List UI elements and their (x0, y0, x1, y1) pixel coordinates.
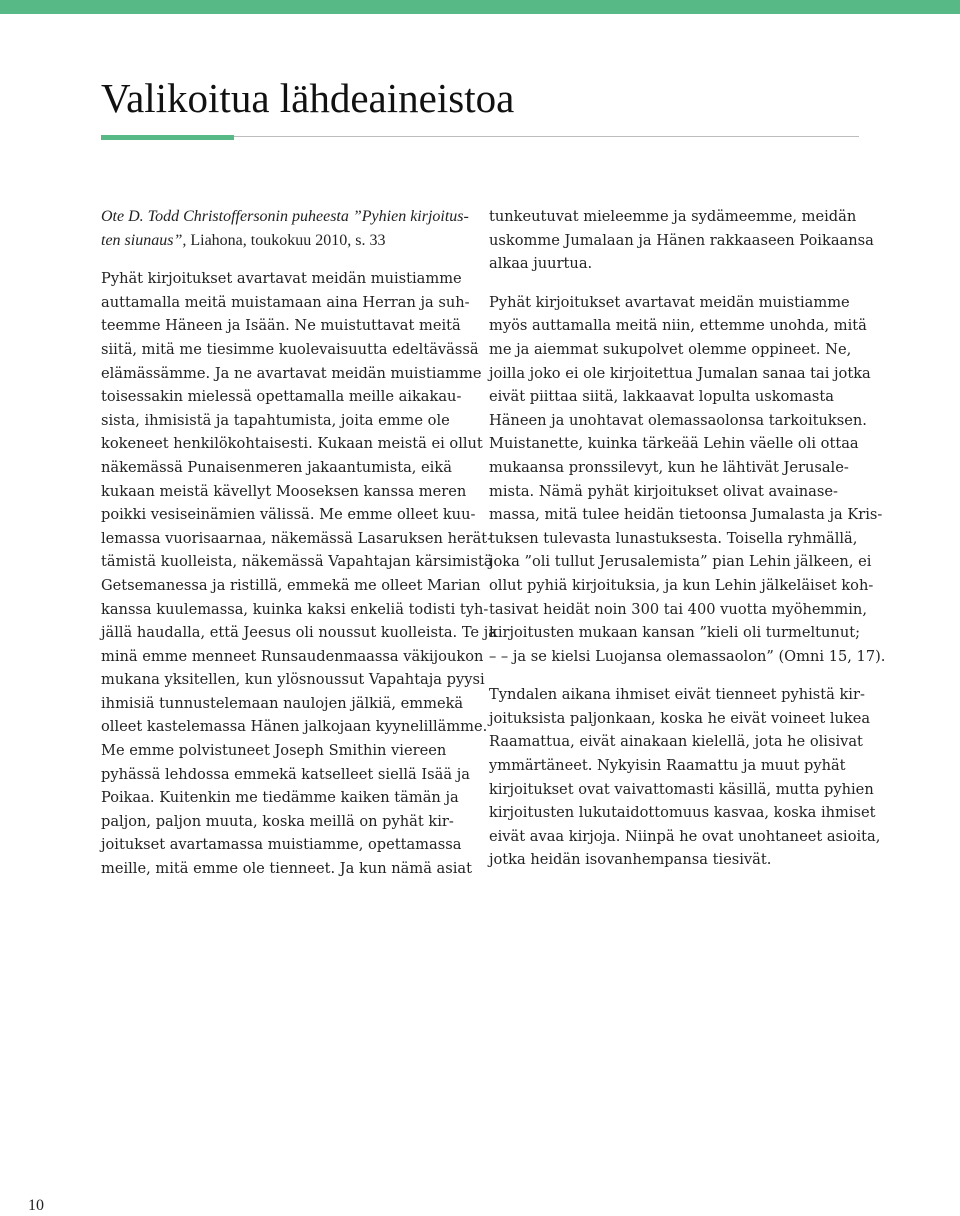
source-line-2 (101, 229, 473, 253)
text-line: eivät piittaa siitä, lakkaavat lopulta uskomasta (489, 388, 834, 406)
text-line: myös auttamalla meitä niin, ettemme unohda, mitä (489, 317, 867, 335)
text-line: tasivat heidät noin 300 tai 400 vuotta myöhemmin, (489, 600, 867, 618)
page-title: Valikoitua lähdeaineistoa (101, 75, 515, 121)
left-column (101, 205, 497, 881)
text-line: olleet kastelemassa Hänen jalkojaan kyynelillämme. (101, 718, 488, 736)
text-line: Raamattua, eivät ainakaan kielellä, jota he olisivat (489, 733, 863, 751)
text-line: kirjoitukset ovat vaivattomasti käsillä, mutta pyhien (489, 780, 874, 798)
text-line: – – ja se kielsi Luojansa olemassaolon” (Omni 15, 17). (489, 647, 886, 665)
text-line: joituksista paljonkaan, koska he eivät voineet lukea (489, 709, 871, 727)
text-line: sista, ihmisistä ja tapahtumista, joita emme ole (101, 411, 450, 429)
text-line: pyhässä lehdossa emmekä katselleet siellä Isää ja (101, 765, 470, 783)
text-line: auttamalla meitä muistamaan aina Herran ja suh- (101, 293, 470, 311)
text-line: joilla joko ei ole kirjoitettua Jumalan sanaa tai jotka (489, 364, 871, 382)
text-line: kirjoitusten mukaan kansan ”kieli oli turmeltunut; (489, 624, 861, 642)
text-line: massa, mitä tulee heidän tietoonsa Jumalasta ja Kris- (489, 506, 883, 524)
text-line: uskomme Jumalaan ja Hänen rakkaaseen Poikaansa (489, 231, 874, 249)
source-reference: Liahona, toukokuu 2010, s. 33 (186, 231, 386, 249)
text-line: poikki vesiseinämien välissä. Me emme olleet kuu- (101, 506, 476, 524)
text-line: Getsemanessa ja ristillä, emmekä me olleet Marian (101, 576, 481, 594)
text-line: eivät avaa kirjoja. Niinpä he ovat unohtaneet asioita, (489, 827, 881, 845)
source-line-1 (101, 205, 473, 229)
top-accent-bar (0, 0, 960, 14)
text-line: alkaa juurtua. (489, 255, 593, 273)
text-line: Tyndalen aikana ihmiset eivät tienneet pyhistä kir- (489, 686, 865, 704)
text-line: ollut pyhiä kirjoituksia, ja kun Lehin jälkeläiset koh- (489, 576, 874, 594)
title-accent-rule (101, 135, 234, 140)
text-line: elämässämme. Ja ne avartavat meidän muistiamme (101, 364, 482, 382)
source-italic-1: Ote D. Todd Christoffersonin puheesta ”Pyhien kirjoitus- (101, 208, 469, 225)
text-line: minä emme menneet Runsaudenmaassa väkijoukon (101, 647, 484, 665)
text-line: näkemässä Punaisenmeren jakaantumista, eikä (101, 458, 452, 476)
text-line: kirjoitusten lukutaidottomuus kasvaa, koska ihmiset (489, 804, 876, 822)
paragraph (489, 683, 881, 872)
text-line: tämistä kuolleista, näkemässä Vapahtajan kärsimistä (101, 553, 493, 571)
text-line: Poikaa. Kuitenkin me tiedämme kaiken tämän ja (101, 789, 459, 807)
text-line: toisessakin mielessä opettamalla meille aikakau- (101, 388, 462, 406)
page-number: 10 (28, 1197, 44, 1214)
text-line: jotka heidän isovanhempansa tiesivät. (489, 851, 772, 869)
text-line: tuksen tulevasta lunastuksesta. Toisella ryhmällä, (489, 529, 858, 547)
text-line: teemme Häneen ja Isään. Ne muistuttavat meitä (101, 317, 461, 335)
text-line: Pyhät kirjoitukset avartavat meidän muistiamme (489, 293, 850, 311)
text-line: kokeneet henkilökohtaisesti. Kukaan meistä ei ollut (101, 435, 483, 453)
text-line: mista. Nämä pyhät kirjoitukset olivat avainase- (489, 482, 838, 500)
text-line: lemassa vuorisaarnaa, näkemässä Lasaruksen herät- (101, 529, 493, 547)
source-italic-2: ten siunaus”, (101, 231, 187, 249)
text-line: joka ”oli tullut Jerusalemista” pian Lehin jälkeen, ei (489, 553, 872, 571)
text-line: paljon, paljon muuta, koska meillä on pyhät kir- (101, 812, 454, 830)
paragraph (489, 205, 874, 276)
text-line: Pyhät kirjoitukset avartavat meidän muistiamme (101, 270, 462, 288)
text-line: Muistanette, kuinka tärkeää Lehin väelle oli ottaa (489, 435, 859, 453)
source-citation (101, 205, 473, 252)
right-body-text (489, 205, 886, 872)
text-line: ymmärtäneet. Nykyisin Raamattu ja muut pyhät (489, 757, 846, 775)
left-body-text (101, 267, 497, 880)
text-line: kanssa kuulemassa, kuinka kaksi enkeliä todisti tyh- (101, 600, 489, 618)
text-line: Me emme polvistuneet Joseph Smithin viereen (101, 742, 447, 760)
text-line: jällä haudalla, että Jeesus oli noussut kuolleista. Te ja (101, 624, 497, 642)
paragraph (101, 267, 497, 880)
paragraph (489, 291, 886, 669)
text-line: siitä, mitä me tiesimme kuolevaisuutta edeltävässä (101, 340, 479, 358)
text-line: mukaansa pronssilevyt, kun he lähtivät Jerusale- (489, 458, 849, 476)
text-line: meille, mitä emme ole tienneet. Ja kun nämä asiat (101, 860, 472, 878)
right-column (489, 205, 886, 872)
text-line: Häneen ja unohtavat olemassaolonsa tarkoituksen. (489, 411, 867, 429)
text-line: mukana yksitellen, kun ylösnoussut Vapahtaja pyysi (101, 671, 485, 689)
text-line: tunkeutuvat mieleemme ja sydämeemme, meidän (489, 208, 857, 225)
text-line: me ja aiemmat sukupolvet olemme oppineet. Ne, (489, 340, 852, 358)
text-line: joitukset avartamassa muistiamme, opettamassa (101, 836, 462, 854)
text-line: ihmisiä tunnustelemaan naulojen jälkiä, emmekä (101, 694, 464, 712)
text-line: kukaan meistä kävellyt Mooseksen kanssa meren (101, 482, 467, 500)
